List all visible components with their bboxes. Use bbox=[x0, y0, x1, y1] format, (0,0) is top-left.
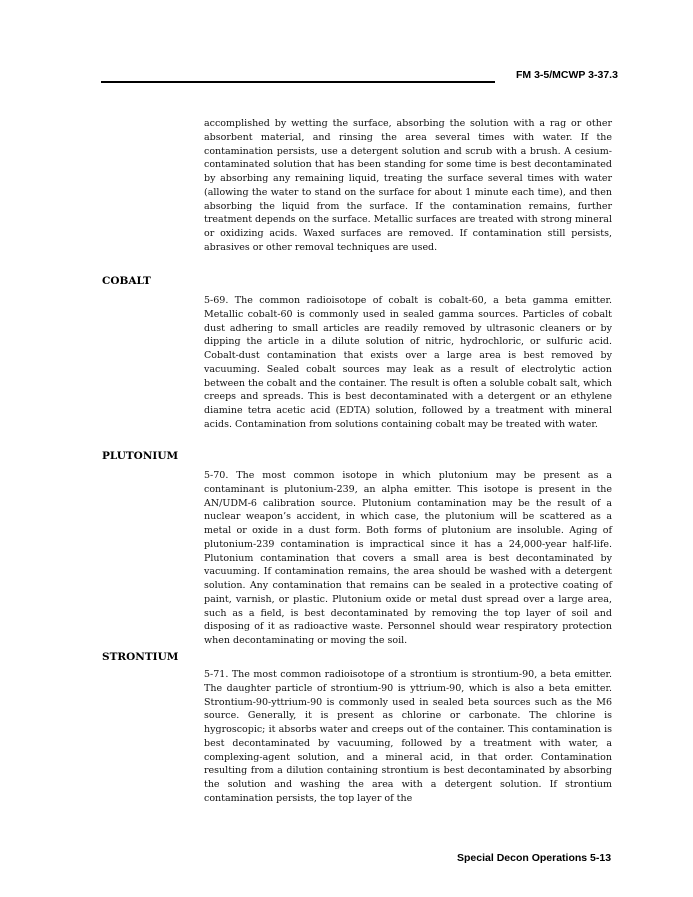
section-heading-plutonium: PLUTONIUM bbox=[102, 450, 179, 462]
section-heading-cobalt: COBALT bbox=[102, 275, 151, 287]
header-rule bbox=[101, 81, 495, 83]
paragraph-5-71: 5-71. The most common radioisotope of a strontium is strontium-90, a beta emitter. The daughter particle of strontium-90 is yttrium-90, which is also a beta emitter. Strontium-90-yttrium-90 is commonly used in sealed beta sources such as the M6 source. Generally, it is present as chlorine or carbonate. The chlorine is hygroscopic; it absorbs water and creeps out of the container. This contamination is best decontaminated by vacuuming, followed by a treatment with water, a complexing-agent solution, and a mineral acid, in that order. Contamination resulting from a dilution containing strontium is best decontaminated by absorbing the solution and washing the area with a detergent solution. If strontium contamination persists, the top layer of the bbox=[204, 669, 612, 804]
intro-paragraph: accomplished by wetting the surface, absorbing the solution with a rag or other absorbent material, and rinsing the area several times with water. If the contamination persists, use a detergent solution and scrub with a brush. A cesium-contaminated solution that has been standing for some time is best decontaminated by absorbing any remaining liquid, treating the surface several times with water (allowing the water to stand on the surface for about 1 minute each time), and then absorbing the liquid from the surface. If the contamination remains, further treatment depends on the surface. Metallic surfaces are treated with strong mineral or oxidizing acids. Waxed surfaces are removed. If contamination still persists, abrasives or other removal techniques are used. bbox=[204, 118, 612, 253]
header-doc-id: FM 3-5/MCWP 3-37.3 bbox=[516, 69, 618, 81]
section-heading-strontium: STRONTIUM bbox=[102, 651, 179, 663]
page-footer: Special Decon Operations 5-13 bbox=[457, 852, 612, 864]
paragraph-5-70: 5-70. The most common isotope in which plutonium may be present as a contaminant is plutonium-239, an alpha emitter. This isotope is present in the AN/UDM-6 calibration source. Plutonium contamination may be the result of a nuclear weapon’s accident, in which case, the plutonium will be scattered as a metal or oxide in a dust form. Both forms of plutonium are insoluble. Aging of plutonium-239 contamination is impractical since it has a 24,000-year half-life. Plutonium contamination that covers a small area is best decontaminated by vacuuming. If contamination remains, the area should be washed with a detergent solution. Any contamination that remains can be sealed in a protective coating of paint, varnish, or plastic. Plutonium oxide or metal dust spread over a large area, such as a field, is best decontaminated by removing the top layer of soil and disposing of it as radioactive waste. Personnel should wear respiratory protection when decontaminating or moving the soil. bbox=[204, 470, 612, 646]
paragraph-5-69: 5-69. The common radioisotope of cobalt is cobalt-60, a beta gamma emitter. Metallic cobalt-60 is commonly used in sealed gamma sources. Particles of cobalt dust adhering to small articles are readily removed by ultrasonic cleaners or by dipping the article in a dilute solution of nitric, hydrochloric, or sulfuric acid. Cobalt-dust contamination that exists over a large area is best removed by vacuuming. Sealed cobalt sources may leak as a result of electrolytic action between the cobalt and the container. The result is often a soluble cobalt salt, which creeps and spreads. This is best decontaminated with a detergent or an ethylene diamine tetra acetic acid (EDTA) solution, followed by a treatment with mineral acids. Contamination from solutions containing cobalt may be treated with water. bbox=[204, 295, 612, 430]
